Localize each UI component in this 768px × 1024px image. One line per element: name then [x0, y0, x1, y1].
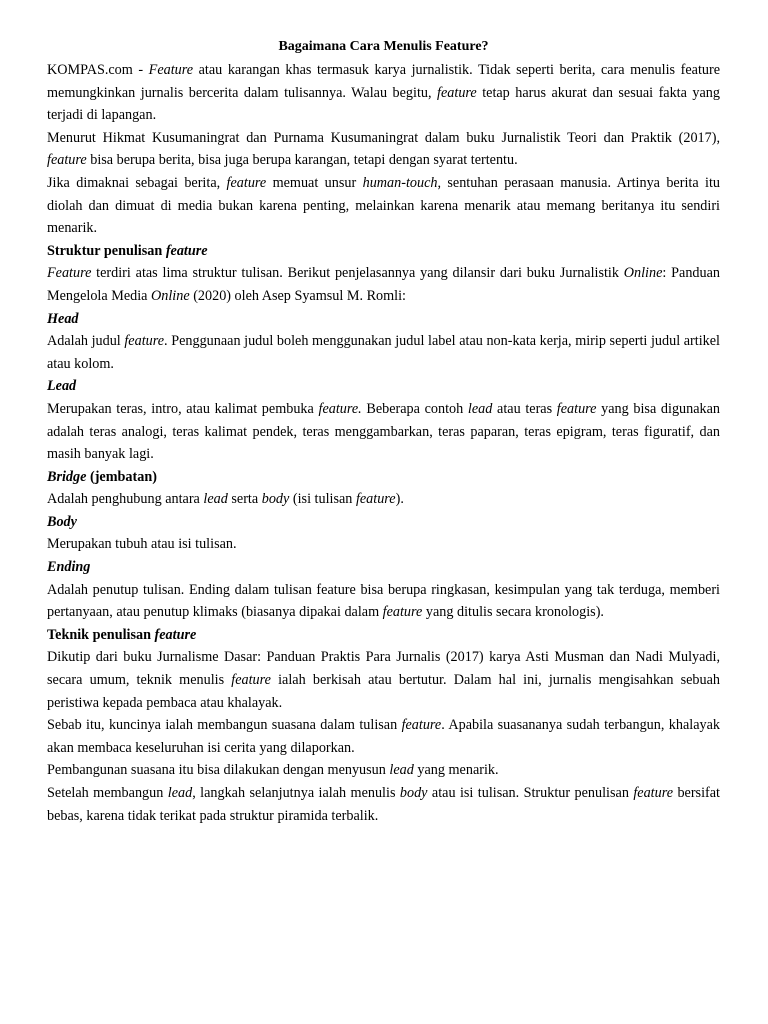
text-run: Merupakan tubuh atau isi tulisan. [47, 536, 237, 553]
text-run: (jembatan) [86, 468, 157, 485]
text-run: Adalah penghubung antara [47, 491, 204, 508]
italic-text-run: feature [124, 333, 165, 350]
text-run: Adalah judul [47, 333, 125, 350]
italic-text-run: feature [401, 717, 442, 734]
italic-text-run: feature [556, 400, 597, 417]
italic-text-run: feature [437, 84, 477, 101]
section-heading [47, 240, 720, 263]
italic-text-run: body [261, 491, 290, 508]
text-run: Jika dimaknai sebagai berita, [47, 174, 227, 191]
text-run: , sentuhan perasaan manusia. Artinya berita itu diolah dan dimuat di media bukan karena penting, melainkan karena menarik atau memang beritanya itu sendiri menarik. [47, 174, 720, 237]
text-run: atau isi tulisan. Struktur penulisan [427, 785, 634, 801]
italic-text-run: feature [226, 174, 267, 191]
italic-text-run: Online [623, 265, 663, 282]
text-run: Sebab itu, kuncinya ialah membangun suasana dalam tulisan [47, 717, 402, 734]
text-run: , langkah selanjutnya ialah menulis [192, 785, 400, 801]
section-heading [47, 375, 720, 398]
text-run: . Apabila suasananya sudah terbangun, khalayak akan membaca keseluruhan isi cerita yang dilaporkan. [47, 717, 720, 756]
italic-text-run: Bridge [47, 468, 87, 485]
text-run: Struktur penulisan [47, 242, 166, 259]
italic-text-run: body [399, 785, 428, 801]
paragraph [47, 533, 720, 556]
text-run: . Penggunaan judul boleh menggunakan judul label atau non-kata kerja, mirip seperti judul artikel atau kolom. [47, 333, 720, 372]
text-run: serta [227, 491, 262, 508]
italic-text-run: lead [203, 491, 228, 508]
text-run: terdiri atas lima struktur tulisan. Berikut penjelasannya yang dilansir dari buku Jurnalistik [91, 265, 624, 282]
text-run: tetap harus akurat dan sesuai fakta yang terjadi di lapangan. [47, 84, 720, 124]
italic-text-run: Feature [148, 62, 194, 78]
text-run: Teknik penulisan [47, 626, 155, 643]
text-run: bersifat bebas, karena tidak terikat pada struktur piramida terbalik. [47, 785, 720, 824]
text-run: Beberapa contoh [361, 400, 468, 417]
italic-text-run: feature. [318, 400, 362, 417]
paragraph [47, 262, 720, 307]
italic-text-run: lead [467, 400, 493, 417]
text-run: Setelah membangun [47, 785, 168, 801]
paragraph [47, 127, 720, 172]
text-run: Merupakan teras, intro, atau kalimat pembuka [47, 400, 319, 417]
document-body [47, 59, 720, 827]
italic-text-run: feature [355, 491, 396, 508]
paragraph [47, 646, 720, 714]
italic-text-run: human-touch [362, 174, 438, 191]
text-run: (isi tulisan [289, 491, 356, 508]
italic-text-run: lead [167, 785, 193, 801]
paragraph [47, 488, 720, 511]
italic-text-run: Body [47, 513, 77, 530]
text-run: ). [395, 491, 404, 508]
text-run: ialah berkisah atau bertutur. Dalam hal ini, jurnalis mengisahkan sebuah peristiwa kepada pembaca atau khalayak. [47, 672, 720, 711]
italic-text-run: Online [151, 287, 190, 304]
text-run: : Panduan Mengelola Media [47, 265, 720, 304]
italic-text-run: Head [47, 310, 79, 327]
italic-text-run: Lead [47, 378, 77, 395]
italic-text-run: feature [165, 242, 208, 259]
section-heading [47, 466, 720, 489]
italic-text-run: Feature [47, 265, 92, 282]
italic-text-run: lead [389, 762, 414, 779]
section-heading [47, 308, 720, 331]
italic-text-run: feature [382, 604, 423, 621]
text-run: Adalah penutup tulisan. Ending dalam tulisan feature bisa berupa ringkasan, kesimpulan yang tak terduga, memberi pertanyaan, atau penutup klimaks (biasanya dipakai dalam [47, 581, 720, 621]
section-heading [47, 624, 720, 647]
italic-text-run: feature [633, 785, 674, 801]
paragraph [47, 59, 720, 127]
text-run: yang ditulis secara kronologis). [422, 604, 604, 621]
text-run: yang bisa digunakan adalah teras analogi, teras kalimat pendek, teras menggambarkan, teras paparan, teras epigram, teras figuratif, dan masih banyak lagi. [47, 400, 721, 463]
paragraph [47, 714, 720, 759]
section-heading [47, 511, 720, 534]
paragraph [47, 759, 720, 782]
text-run: memuat unsur [266, 174, 363, 191]
text-run: atau teras [492, 400, 557, 417]
section-heading [47, 556, 720, 579]
text-run: Pembangunan suasana itu bisa dilakukan dengan menyusun [47, 762, 390, 779]
italic-text-run: Ending [47, 559, 91, 576]
text-run: atau karangan khas termasuk karya jurnalistik. Tidak seperti berita, cara menulis feature memungkinkan jurnalis bercerita dalam tulisannya. Walau begitu, [47, 62, 720, 101]
italic-text-run: feature [47, 152, 87, 169]
paragraph [47, 172, 720, 240]
paragraph [47, 579, 720, 624]
text-run: Menurut Hikmat Kusumaningrat dan Purnama Kusumaningrat dalam buku Jurnalistik Teori dan Praktik (2017), [47, 129, 720, 146]
text-run: KOMPAS.com - [47, 62, 149, 78]
document-title: Bagaimana Cara Menulis Feature? [278, 39, 489, 54]
paragraph [47, 398, 720, 466]
text-run: Dikutip dari buku Jurnalisme Dasar: Panduan Praktis Para Jurnalis (2017) karya Asti Musman dan Nadi Mulyadi, secara umum, teknik menulis [47, 649, 720, 689]
text-run: bisa berupa berita, bisa juga berupa karangan, tetapi dengan syarat tertentu. [86, 152, 518, 169]
text-run: (2020) oleh Asep Syamsul M. Romli: [189, 287, 406, 304]
italic-text-run: feature [231, 672, 271, 689]
paragraph [47, 782, 720, 827]
text-run: yang menarik. [413, 762, 499, 779]
paragraph [47, 330, 720, 375]
italic-text-run: feature [154, 626, 197, 643]
